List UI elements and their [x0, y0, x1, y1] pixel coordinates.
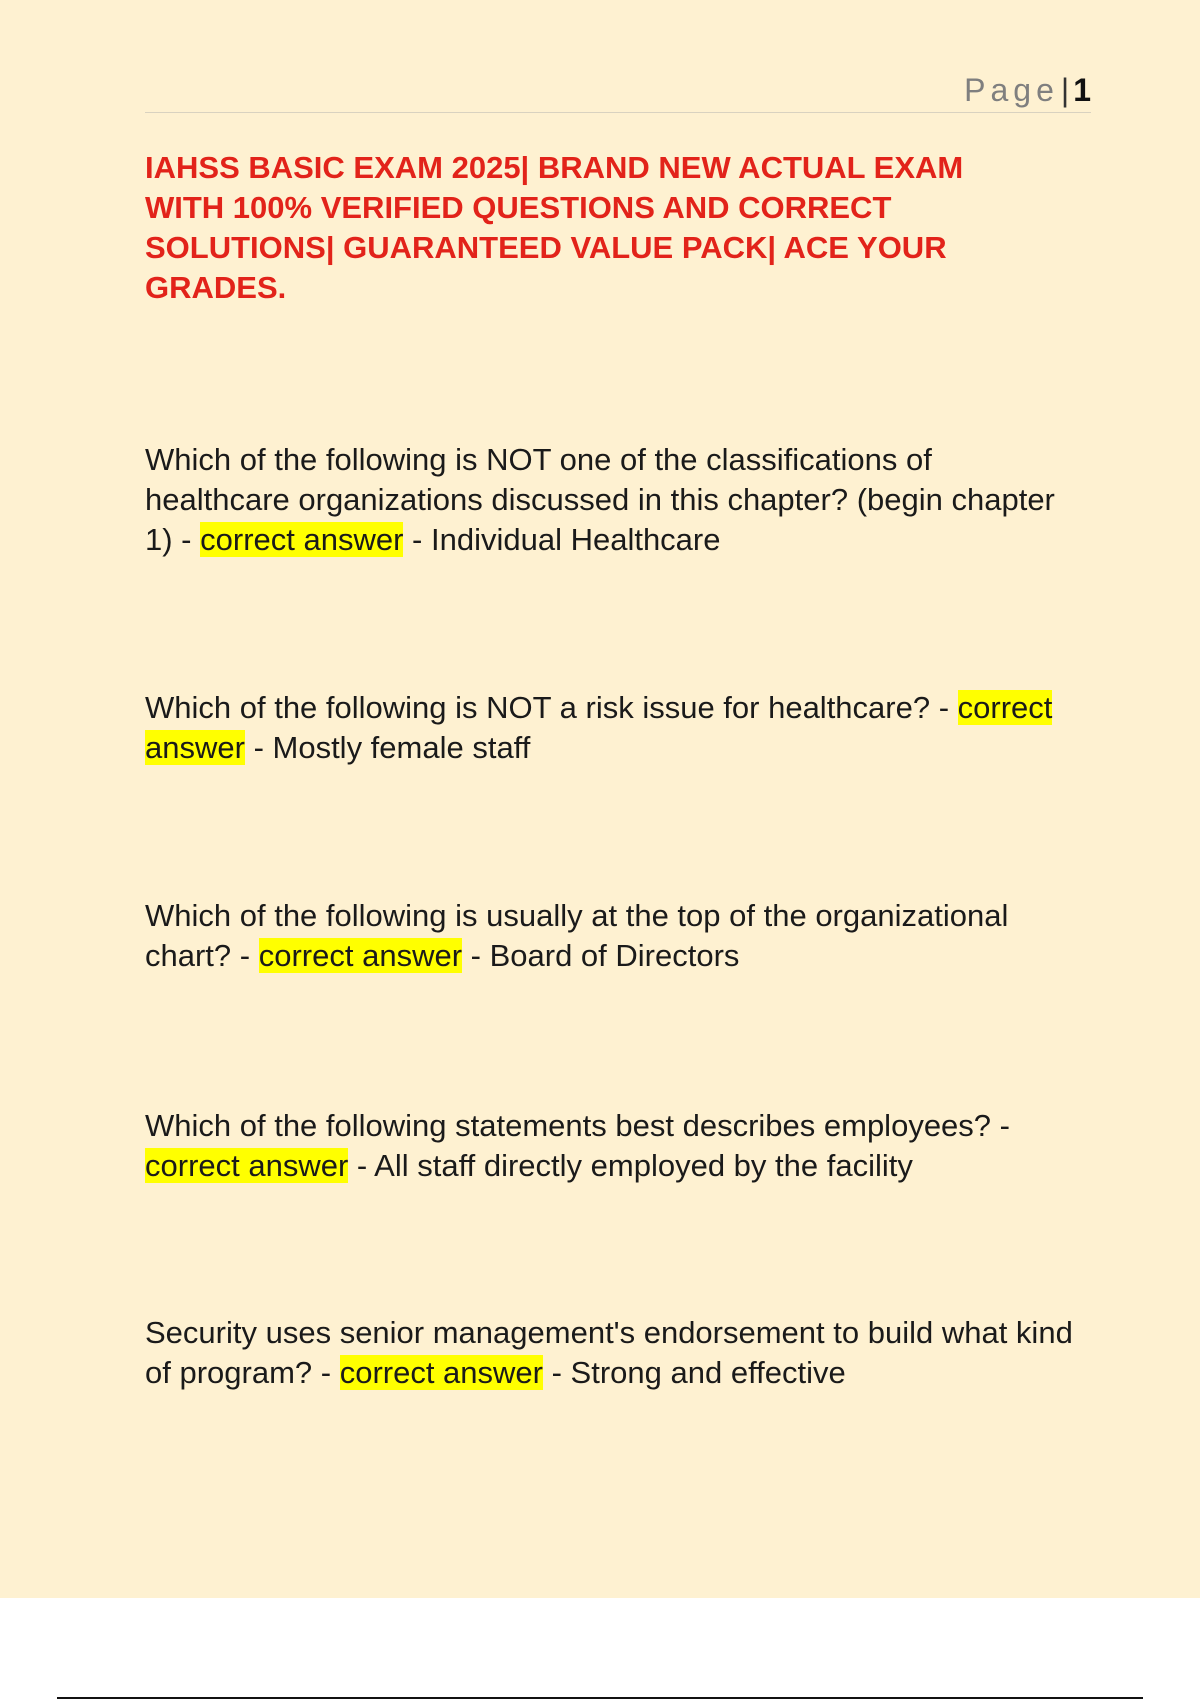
question-text: Security uses senior management's endorsement to build what kind of program? -: [145, 1315, 1073, 1390]
answer-text: - All staff directly employed by the facility: [356, 1148, 913, 1183]
qa-item-3: [145, 896, 1075, 976]
question-text: Which of the following is NOT a risk issue for healthcare? -: [145, 690, 950, 725]
question-text: Which of the following is usually at the top of the organizational chart? -: [145, 898, 1009, 973]
page-label: Page: [964, 72, 1059, 108]
question-text: Which of the following is NOT one of the classifications of healthcare organizations discussed in this chapter? (begin chapter 1) -: [145, 442, 1055, 557]
qa-item-4: [145, 1106, 1075, 1186]
answer-text: - Strong and effective: [551, 1355, 846, 1390]
footer-rule: [57, 1697, 1143, 1699]
correct-answer-label: correct answer: [258, 938, 463, 973]
qa-item-5: [145, 1313, 1075, 1393]
answer-text: - Individual Healthcare: [412, 522, 721, 557]
qa-item-2: [145, 688, 1075, 768]
page-number: 1: [1073, 72, 1091, 108]
document-title: IAHSS BASIC EXAM 2025| BRAND NEW ACTUAL EXAM WITH 100% VERIFIED QUESTIONS AND CORRECT SOLUTIONS| GUARANTEED VALUE PACK| ACE YOUR GRADES.: [145, 150, 964, 305]
correct-answer-label: correct answer: [145, 1148, 349, 1183]
answer-text: - Board of Directors: [470, 938, 740, 973]
correct-answer-label: correct answer: [145, 690, 1053, 765]
question-text: Which of the following statements best describes employees? -: [145, 1108, 1010, 1143]
answer-text: - Mostly female staff: [253, 730, 531, 765]
correct-answer-label: correct answer: [339, 1355, 543, 1390]
page-header: [145, 68, 1091, 113]
qa-item-1: [145, 440, 1075, 560]
page-separator: |: [1060, 72, 1070, 108]
correct-answer-label: correct answer: [200, 522, 404, 557]
